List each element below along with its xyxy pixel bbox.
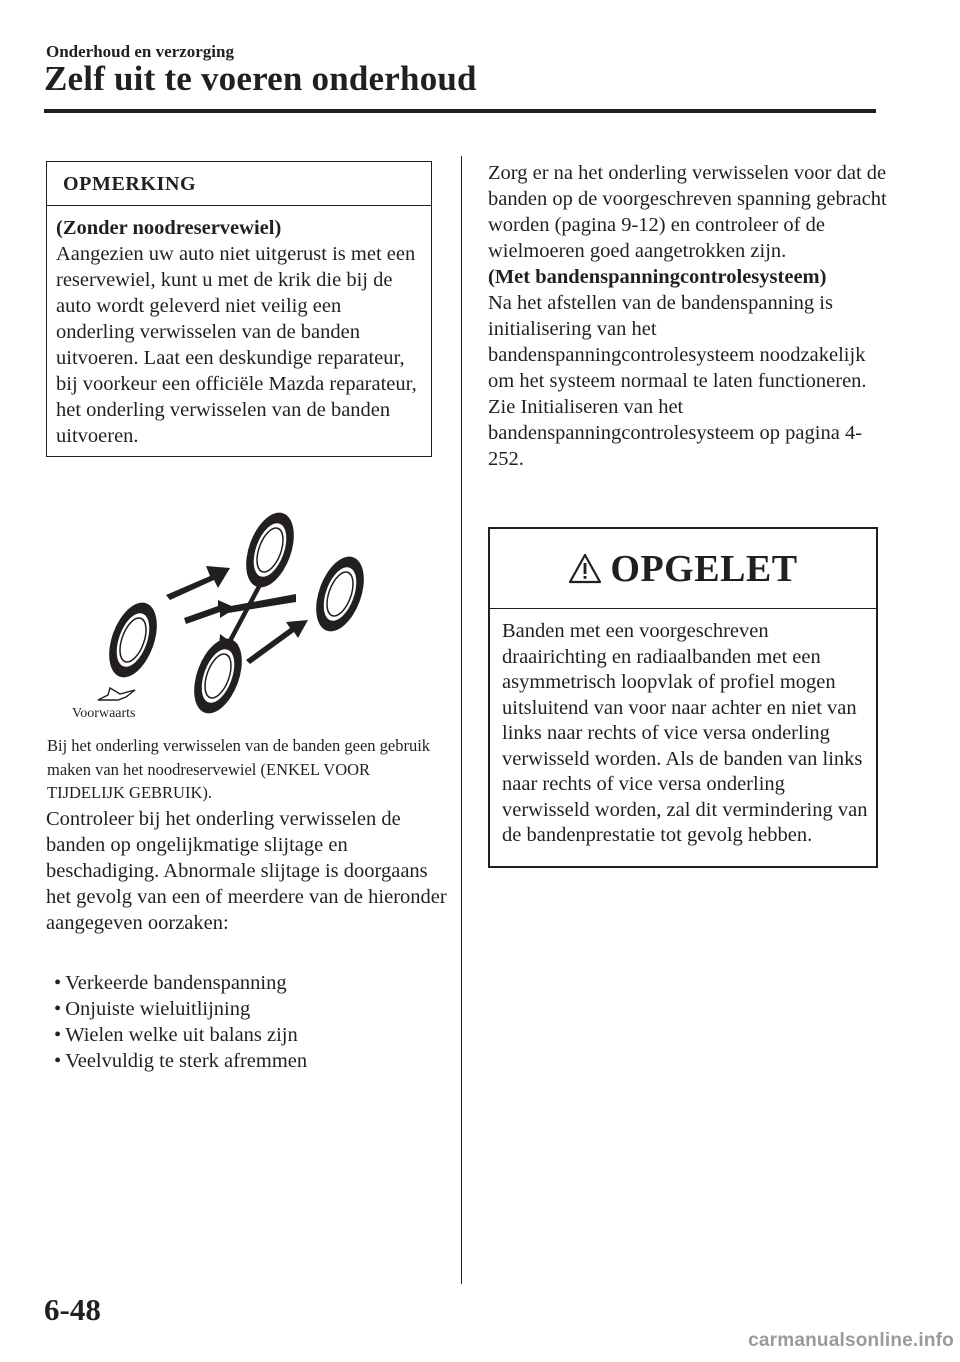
- note-box: [46, 161, 432, 457]
- arrow-rear-left-to-front-right: [246, 620, 308, 664]
- note-text: Aangezien uw auto niet uitgerust is met een reservewiel, kunt u met de krik die bij de auto wordt geleverd niet veilig een onderling verwisselen van de banden uitvoeren. Laat een deskundige reparateur, bij voorkeur een officiële Mazda reparateur, het onderling verwisselen van de banden uitvoeren.: [56, 243, 417, 447]
- tpms-subheading: (Met bandenspanningcontrolesysteem): [488, 266, 827, 288]
- warning-header: [490, 529, 876, 609]
- warning-text: Banden met een voorgeschreven draairichting en radiaalbanden met een asymmetrisch loopvlak of profiel mogen uitsluitend van voor naar achter en niet van links naar rechts of vice versa onderling verwisseld worden. Als de banden van links naar rechts of vice versa onderling verwisseld worden, zal dit vermindering van de bandenprestatie tot gevolg hebben.: [502, 620, 868, 846]
- watermark: carmanualsonline.info: [748, 1330, 954, 1351]
- figure-caption: Bij het onderling verwisselen van de banden geen gebruik maken van het noodreservewiel (ENKEL VOOR TIJDELIJK GEBRUIK).: [47, 736, 431, 802]
- note-body: [47, 206, 431, 449]
- page-title: Zelf uit te voeren onderhoud: [44, 59, 477, 98]
- tpms-paragraph: Na het afstellen van de bandenspanning is initialisering van het bandenspanningcontrolesysteem noodzakelijk om het systeem normaal te laten functioneren.: [488, 292, 867, 392]
- tire-rear-right: [185, 632, 251, 720]
- warning-heading: OPGELET: [610, 547, 798, 590]
- list-item: • Wielen welke uit balans zijn: [54, 1022, 307, 1048]
- arrow-front-left-to-rear-right: [166, 566, 230, 600]
- tire-rotation-diagram: [60, 510, 450, 725]
- note-heading: OPMERKING: [47, 162, 431, 206]
- tpms-reference: Zie Initialiseren van het bandenspanningcontrolesysteem op pagina 4-252.: [488, 396, 863, 470]
- list-item: • Verkeerde bandenspanning: [54, 970, 307, 996]
- list-item: • Onjuiste wieluitlijning: [54, 996, 307, 1022]
- tire-rear-left: [100, 596, 166, 684]
- tire-front-right: [307, 550, 373, 638]
- warning-icon: [568, 553, 602, 585]
- warning-box: [488, 527, 878, 868]
- forward-direction-icon: [98, 688, 135, 700]
- forward-label: Voorwaarts: [72, 706, 136, 721]
- cause-list: [54, 970, 307, 1074]
- list-item: • Veelvuldig te sterk afremmen: [54, 1048, 307, 1074]
- pressure-paragraph: Zorg er na het onderling verwisselen voor dat de banden op de voorgeschreven spanning gebracht worden (pagina 9-12) en controleer of de wielmoeren goed aangetrokken zijn.: [488, 162, 887, 262]
- title-rule: [44, 109, 876, 113]
- page-number: 6-48: [44, 1292, 101, 1327]
- right-text: [488, 160, 888, 472]
- note-subheading: (Zonder noodreservewiel): [56, 217, 282, 239]
- wear-paragraph: Controleer bij het onderling verwisselen de banden op ongelijkmatige slijtage en beschadiging. Abnormale slijtage is doorgaans het gevolg van een of meerdere van de hieronder aangegeven oorzaken:: [46, 808, 447, 934]
- tire-front-left: [237, 510, 303, 594]
- column-divider: [461, 156, 462, 1284]
- section-label: Onderhoud en verzorging: [46, 42, 234, 61]
